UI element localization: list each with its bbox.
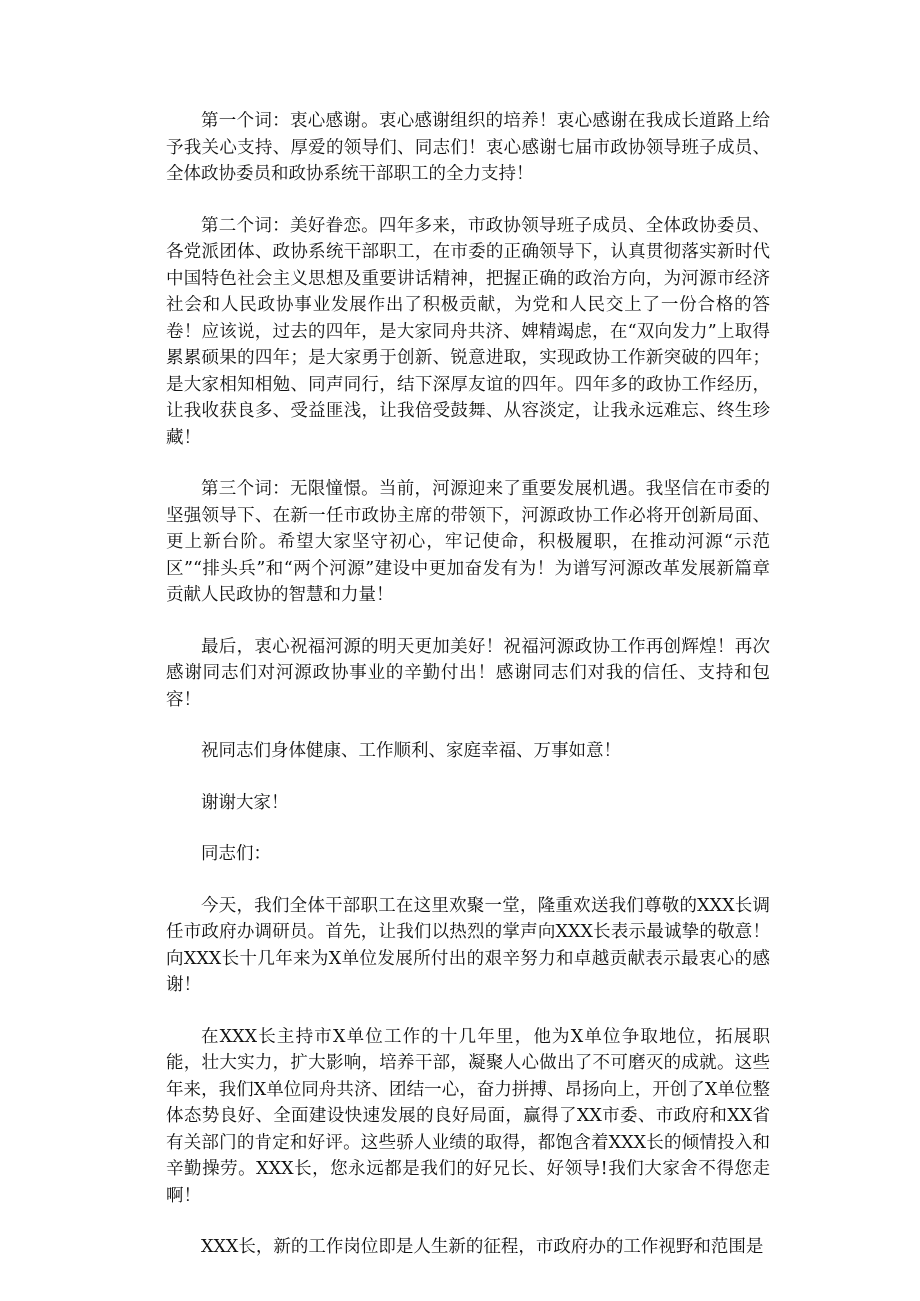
paragraph-7: 同志们：: [201, 844, 271, 864]
paragraph-1: 第一个词：衷心感谢。衷心感谢组织的培养！衷心感谢在我成长道路上给予我关心支持、厚爱的领导们、同志们！衷心感谢七届市政协领导班子成员、全体政协委员和政协系统干部职工的全力支持！: [166, 111, 770, 184]
paragraph-6: 谢谢大家！: [201, 792, 289, 813]
paragraph-8: 今天，我们全体干部职工在这里欢聚一堂，隆重欢送我们尊敬的XXX长调任市政府办调研员。首先，让我们以热烈的掌声向XXX长表示最诚挚的敬意！向XXX长十几年来为X单位发展所付出的艰辛努力和卓越贡献表示最衷心的感谢！: [166, 895, 770, 995]
paragraph-5: 祝同志们身体健康、工作顺利、家庭幸福、万事如意！: [201, 741, 621, 761]
paragraph-4: 最后，衷心祝福河源的明天更加美好！祝福河源政协工作再创辉煌！再次感谢同志们对河源政协事业的辛勤付出！感谢同志们对我的信任、支持和包容！: [166, 636, 770, 710]
paragraph-2: 第二个词：美好眷恋。四年多来，市政协领导班子成员、全体政协委员、各党派团体、政协系统干部职工，在市委的正确领导下，认真贯彻落实新时代中国特色社会主义思想及重要讲话精神，把握正确的政治方向，为河源市经济社会和人民政协事业发展作出了积极贡献，为党和人民交上了一份合格的答卷！应该说，过去的四年，是大家同舟共济、婢精竭虑，在“双向发力”上取得累累硕果的四年；是大家勇于创新、锐意进取，实现政协工作新突破的四年；是大家相知相勉、同声同行，结下深厚友谊的四年。四年多的政协工作经历，让我收获良多、受益匪浅，让我倍受鼓舞、从容淡定，让我永远难忘、终生珍藏！: [166, 215, 770, 448]
paragraph-3: 第三个词：无限憧憬。当前，河源迎来了重要发展机遇。我坚信在市委的坚强领导下、在新一任市政协主席的带领下，河源政协工作必将开创新局面、更上新台阶。希望大家坚守初心，牢记使命，积极履职，在推动河源“示范区”“排头兵”和“两个河源”建设中更加奋发有为！为谱写河源改革发展新篇章贡献人民政协的智慧和力量！: [166, 479, 770, 605]
paragraph-9: 在XXX长主持市X单位工作的十几年里，他为X单位争取地位，拓展职能，壮大实力，扩大影响，培养干部，凝聚人心做出了不可磨灭的成就。这些年来，我们X单位同舟共济、团结一心，奋力拼搏、昂扬向上，开创了X单位整体态势良好、全面建设快速发展的良好局面，赢得了XX市委、市政府和XX省有关部门的肯定和好评。这些骄人业绩的取得，都饱含着XXX长的倾情投入和辛勤操劳。XXX长，您永远都是我们的好兄长、好领导!我们大家舍不得您走啊！: [166, 1026, 770, 1206]
document-body: [166, 108, 770, 1286]
paragraph-10: XXX长，新的工作岗位即是人生新的征程，市政府办的工作视野和范围是: [201, 1237, 764, 1257]
